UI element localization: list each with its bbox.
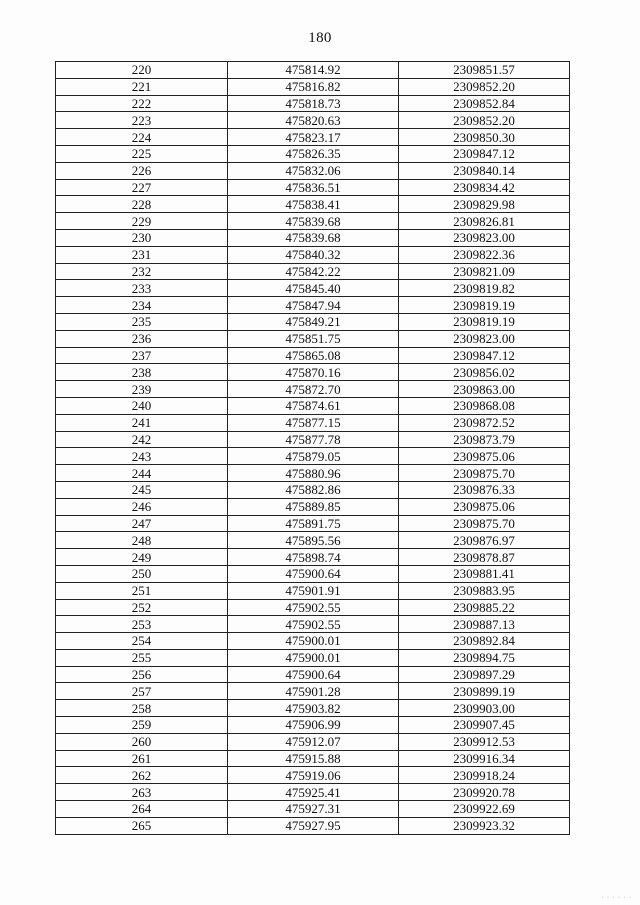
table-row bbox=[56, 784, 570, 801]
y-coordinate-cell: 2309887.13 bbox=[399, 616, 570, 633]
y-coordinate-cell: 2309922.69 bbox=[399, 801, 570, 818]
x-coordinate-cell: 475912.07 bbox=[228, 733, 399, 750]
table-row bbox=[56, 666, 570, 683]
point-number-cell: 245 bbox=[56, 481, 228, 498]
x-coordinate-cell: 475889.85 bbox=[228, 498, 399, 515]
y-coordinate-cell: 2309819.82 bbox=[399, 280, 570, 297]
point-number-cell: 231 bbox=[56, 246, 228, 263]
point-number-cell: 242 bbox=[56, 431, 228, 448]
table-row bbox=[56, 246, 570, 263]
table-row bbox=[56, 414, 570, 431]
y-coordinate-cell: 2309826.81 bbox=[399, 213, 570, 230]
table-row bbox=[56, 498, 570, 515]
x-coordinate-cell: 475906.99 bbox=[228, 717, 399, 734]
y-coordinate-cell: 2309892.84 bbox=[399, 633, 570, 650]
x-coordinate-cell: 475925.41 bbox=[228, 784, 399, 801]
x-coordinate-cell: 475845.40 bbox=[228, 280, 399, 297]
point-number-cell: 248 bbox=[56, 532, 228, 549]
table-row bbox=[56, 112, 570, 129]
point-number-cell: 237 bbox=[56, 347, 228, 364]
y-coordinate-cell: 2309823.00 bbox=[399, 330, 570, 347]
point-number-cell: 244 bbox=[56, 465, 228, 482]
table-row bbox=[56, 62, 570, 79]
coordinates-table bbox=[55, 61, 570, 835]
point-number-cell: 229 bbox=[56, 213, 228, 230]
y-coordinate-cell: 2309821.09 bbox=[399, 263, 570, 280]
y-coordinate-cell: 2309899.19 bbox=[399, 683, 570, 700]
point-number-cell: 239 bbox=[56, 381, 228, 398]
y-coordinate-cell: 2309850.30 bbox=[399, 129, 570, 146]
x-coordinate-cell: 475877.78 bbox=[228, 431, 399, 448]
x-coordinate-cell: 475865.08 bbox=[228, 347, 399, 364]
y-coordinate-cell: 2309847.12 bbox=[399, 145, 570, 162]
y-coordinate-cell: 2309885.22 bbox=[399, 599, 570, 616]
y-coordinate-cell: 2309847.12 bbox=[399, 347, 570, 364]
y-coordinate-cell: 2309876.33 bbox=[399, 481, 570, 498]
point-number-cell: 236 bbox=[56, 330, 228, 347]
page-number: 180 bbox=[308, 30, 332, 46]
point-number-cell: 225 bbox=[56, 145, 228, 162]
point-number-cell: 264 bbox=[56, 801, 228, 818]
x-coordinate-cell: 475818.73 bbox=[228, 95, 399, 112]
point-number-cell: 247 bbox=[56, 515, 228, 532]
x-coordinate-cell: 475816.82 bbox=[228, 78, 399, 95]
x-coordinate-cell: 475842.22 bbox=[228, 263, 399, 280]
x-coordinate-cell: 475832.06 bbox=[228, 162, 399, 179]
table-row bbox=[56, 817, 570, 834]
y-coordinate-cell: 2309819.19 bbox=[399, 297, 570, 314]
table-row bbox=[56, 145, 570, 162]
y-coordinate-cell: 2309852.84 bbox=[399, 95, 570, 112]
x-coordinate-cell: 475814.92 bbox=[228, 62, 399, 79]
y-coordinate-cell: 2309823.00 bbox=[399, 229, 570, 246]
table-row bbox=[56, 129, 570, 146]
y-coordinate-cell: 2309856.02 bbox=[399, 364, 570, 381]
point-number-cell: 254 bbox=[56, 633, 228, 650]
y-coordinate-cell: 2309878.87 bbox=[399, 549, 570, 566]
point-number-cell: 224 bbox=[56, 129, 228, 146]
x-coordinate-cell: 475870.16 bbox=[228, 364, 399, 381]
table-row bbox=[56, 683, 570, 700]
y-coordinate-cell: 2309852.20 bbox=[399, 112, 570, 129]
x-coordinate-cell: 475839.68 bbox=[228, 213, 399, 230]
table-row bbox=[56, 297, 570, 314]
table-row bbox=[56, 515, 570, 532]
y-coordinate-cell: 2309875.06 bbox=[399, 448, 570, 465]
point-number-cell: 246 bbox=[56, 498, 228, 515]
point-number-cell: 220 bbox=[56, 62, 228, 79]
table-row bbox=[56, 364, 570, 381]
y-coordinate-cell: 2309868.08 bbox=[399, 397, 570, 414]
y-coordinate-cell: 2309876.97 bbox=[399, 532, 570, 549]
y-coordinate-cell: 2309897.29 bbox=[399, 666, 570, 683]
point-number-cell: 240 bbox=[56, 397, 228, 414]
table-row bbox=[56, 330, 570, 347]
x-coordinate-cell: 475847.94 bbox=[228, 297, 399, 314]
y-coordinate-cell: 2309875.70 bbox=[399, 515, 570, 532]
x-coordinate-cell: 475900.64 bbox=[228, 565, 399, 582]
x-coordinate-cell: 475874.61 bbox=[228, 397, 399, 414]
x-coordinate-cell: 475849.21 bbox=[228, 313, 399, 330]
table-row bbox=[56, 801, 570, 818]
x-coordinate-cell: 475851.75 bbox=[228, 330, 399, 347]
table-row bbox=[56, 549, 570, 566]
x-coordinate-cell: 475927.31 bbox=[228, 801, 399, 818]
point-number-cell: 250 bbox=[56, 565, 228, 582]
y-coordinate-cell: 2309912.53 bbox=[399, 733, 570, 750]
table-row bbox=[56, 532, 570, 549]
point-number-cell: 227 bbox=[56, 179, 228, 196]
scan-edge-mark: · · · · · · bbox=[601, 895, 632, 901]
y-coordinate-cell: 2309875.06 bbox=[399, 498, 570, 515]
table-row bbox=[56, 733, 570, 750]
x-coordinate-cell: 475882.86 bbox=[228, 481, 399, 498]
point-number-cell: 263 bbox=[56, 784, 228, 801]
x-coordinate-cell: 475820.63 bbox=[228, 112, 399, 129]
point-number-cell: 241 bbox=[56, 414, 228, 431]
x-coordinate-cell: 475895.56 bbox=[228, 532, 399, 549]
y-coordinate-cell: 2309923.32 bbox=[399, 817, 570, 834]
table-row bbox=[56, 381, 570, 398]
point-number-cell: 221 bbox=[56, 78, 228, 95]
x-coordinate-cell: 475902.55 bbox=[228, 616, 399, 633]
table-row bbox=[56, 280, 570, 297]
y-coordinate-cell: 2309907.45 bbox=[399, 717, 570, 734]
table-row bbox=[56, 616, 570, 633]
y-coordinate-cell: 2309903.00 bbox=[399, 700, 570, 717]
point-number-cell: 233 bbox=[56, 280, 228, 297]
table-row bbox=[56, 431, 570, 448]
table-row bbox=[56, 162, 570, 179]
x-coordinate-cell: 475915.88 bbox=[228, 750, 399, 767]
x-coordinate-cell: 475901.28 bbox=[228, 683, 399, 700]
point-number-cell: 265 bbox=[56, 817, 228, 834]
y-coordinate-cell: 2309863.00 bbox=[399, 381, 570, 398]
x-coordinate-cell: 475879.05 bbox=[228, 448, 399, 465]
x-coordinate-cell: 475902.55 bbox=[228, 599, 399, 616]
table-row bbox=[56, 565, 570, 582]
x-coordinate-cell: 475900.64 bbox=[228, 666, 399, 683]
y-coordinate-cell: 2309918.24 bbox=[399, 767, 570, 784]
point-number-cell: 251 bbox=[56, 582, 228, 599]
table-row bbox=[56, 448, 570, 465]
table-row bbox=[56, 649, 570, 666]
x-coordinate-cell: 475900.01 bbox=[228, 633, 399, 650]
table-row bbox=[56, 582, 570, 599]
table-row bbox=[56, 397, 570, 414]
table-row bbox=[56, 465, 570, 482]
table-row bbox=[56, 750, 570, 767]
point-number-cell: 222 bbox=[56, 95, 228, 112]
point-number-cell: 226 bbox=[56, 162, 228, 179]
point-number-cell: 255 bbox=[56, 649, 228, 666]
table-row bbox=[56, 599, 570, 616]
point-number-cell: 234 bbox=[56, 297, 228, 314]
point-number-cell: 259 bbox=[56, 717, 228, 734]
point-number-cell: 253 bbox=[56, 616, 228, 633]
table-row bbox=[56, 347, 570, 364]
point-number-cell: 223 bbox=[56, 112, 228, 129]
x-coordinate-cell: 475880.96 bbox=[228, 465, 399, 482]
x-coordinate-cell: 475898.74 bbox=[228, 549, 399, 566]
x-coordinate-cell: 475919.06 bbox=[228, 767, 399, 784]
x-coordinate-cell: 475838.41 bbox=[228, 196, 399, 213]
x-coordinate-cell: 475840.32 bbox=[228, 246, 399, 263]
x-coordinate-cell: 475877.15 bbox=[228, 414, 399, 431]
point-number-cell: 249 bbox=[56, 549, 228, 566]
table-row bbox=[56, 196, 570, 213]
table-row bbox=[56, 229, 570, 246]
x-coordinate-cell: 475900.01 bbox=[228, 649, 399, 666]
y-coordinate-cell: 2309883.95 bbox=[399, 582, 570, 599]
x-coordinate-cell: 475903.82 bbox=[228, 700, 399, 717]
point-number-cell: 243 bbox=[56, 448, 228, 465]
table-row bbox=[56, 767, 570, 784]
point-number-cell: 228 bbox=[56, 196, 228, 213]
table-row bbox=[56, 263, 570, 280]
y-coordinate-cell: 2309834.42 bbox=[399, 179, 570, 196]
point-number-cell: 261 bbox=[56, 750, 228, 767]
x-coordinate-cell: 475901.91 bbox=[228, 582, 399, 599]
y-coordinate-cell: 2309875.70 bbox=[399, 465, 570, 482]
table-row bbox=[56, 313, 570, 330]
table-row bbox=[56, 95, 570, 112]
y-coordinate-cell: 2309920.78 bbox=[399, 784, 570, 801]
table-row bbox=[56, 633, 570, 650]
y-coordinate-cell: 2309840.14 bbox=[399, 162, 570, 179]
x-coordinate-cell: 475826.35 bbox=[228, 145, 399, 162]
y-coordinate-cell: 2309851.57 bbox=[399, 62, 570, 79]
y-coordinate-cell: 2309881.41 bbox=[399, 565, 570, 582]
table-row bbox=[56, 213, 570, 230]
point-number-cell: 256 bbox=[56, 666, 228, 683]
coordinates-table-body bbox=[56, 62, 570, 835]
y-coordinate-cell: 2309852.20 bbox=[399, 78, 570, 95]
y-coordinate-cell: 2309872.52 bbox=[399, 414, 570, 431]
point-number-cell: 238 bbox=[56, 364, 228, 381]
table-row bbox=[56, 481, 570, 498]
x-coordinate-cell: 475839.68 bbox=[228, 229, 399, 246]
x-coordinate-cell: 475872.70 bbox=[228, 381, 399, 398]
y-coordinate-cell: 2309822.36 bbox=[399, 246, 570, 263]
point-number-cell: 235 bbox=[56, 313, 228, 330]
x-coordinate-cell: 475891.75 bbox=[228, 515, 399, 532]
point-number-cell: 257 bbox=[56, 683, 228, 700]
x-coordinate-cell: 475927.95 bbox=[228, 817, 399, 834]
point-number-cell: 262 bbox=[56, 767, 228, 784]
table-row bbox=[56, 717, 570, 734]
point-number-cell: 252 bbox=[56, 599, 228, 616]
point-number-cell: 230 bbox=[56, 229, 228, 246]
y-coordinate-cell: 2309873.79 bbox=[399, 431, 570, 448]
y-coordinate-cell: 2309819.19 bbox=[399, 313, 570, 330]
y-coordinate-cell: 2309829.98 bbox=[399, 196, 570, 213]
x-coordinate-cell: 475823.17 bbox=[228, 129, 399, 146]
x-coordinate-cell: 475836.51 bbox=[228, 179, 399, 196]
y-coordinate-cell: 2309894.75 bbox=[399, 649, 570, 666]
point-number-cell: 258 bbox=[56, 700, 228, 717]
y-coordinate-cell: 2309916.34 bbox=[399, 750, 570, 767]
table-row bbox=[56, 179, 570, 196]
table-row bbox=[56, 700, 570, 717]
table-row bbox=[56, 78, 570, 95]
point-number-cell: 260 bbox=[56, 733, 228, 750]
point-number-cell: 232 bbox=[56, 263, 228, 280]
